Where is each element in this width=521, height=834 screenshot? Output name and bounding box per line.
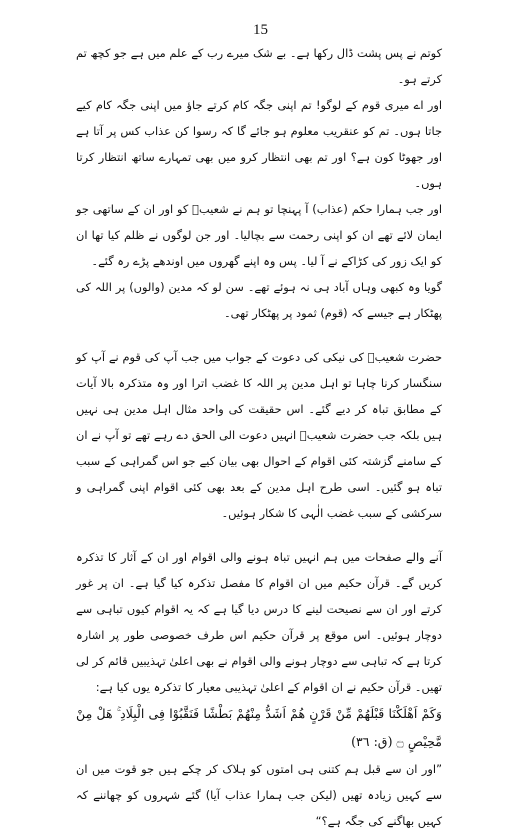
paragraph-4: گویا وہ کبھی وہاں آباد ہی نہ ہوئے تھے۔ سن لو کہ مدین (والوں) پر اللہ کی پھٹکار ہے جیسے کہ (قوم) ثمود پر پھٹکار تھی۔ [76, 280, 442, 320]
paragraph-2: اور اے میری قوم کے لوگو! تم اپنی جگہ کام کرتے جاؤ میں اپنی جگہ کام کیے جاتا ہوں۔ تم کو عنقریب معلوم ہو جائے گا کہ رسوا کن عذاب کس پر آتا ہے اور جھوٹا کون ہے؟ اور تم بھی انتظار کرو میں بھی تمہارے ساتھ انتظار کرتا ہوں۔ [76, 98, 442, 190]
paragraph-5: حضرت شعیبؑ کی نیکی کی دعوت کے جواب میں جب آپ کی قوم نے آپ کو سنگسار کرنا چاہا تو اہل مدین پر اللہ کا غضب اترا اور وہ متذکرہ بالا آیات کے مطابق تباہ کر دیے گئے۔ اس حقیقت کی واحد مثال اہل مدین ہی نہیں ہیں بلکہ جب حضرت شعیبؑ انہیں دعوت الی الحق دے رہے تھے تو آپ نے ان کے سامنے گزشتہ کئی اقوام کے احوال بھی بیان کیے جو اس گمراہی کے سبب تباہ ہو گئیں۔ اسی طرح اہل مدین کے بعد بھی کئی اقوام اپنی گمراہی و سرکشی کے سبب غضب الٰہی کا شکار ہوئیں۔ [76, 350, 442, 520]
verse-translation: ”اور ان سے قبل ہم کتنی ہی امتوں کو ہلاک کر چکے ہیں جو قوت میں ان سے کہیں زیادہ تھیں (لیکن جب ہمارا عذاب آیا) گئے شہروں کو چھاننے کہ کہیں بھاگنے کی جگہ ہے؟“ [76, 762, 442, 828]
paragraph-1: کوتم نے پس پشت ڈال رکھا ہے۔ بے شک میرے رب کے علم میں ہے جو کچھ تم کرتے ہو۔ [76, 46, 442, 86]
paragraph-6: آنے والے صفحات میں ہم انہیں تباہ ہونے والی اقوام اور ان کے آثار کا تذکرہ کریں گے۔ قرآن حکیم میں ان اقوام کا مفصل تذکرہ کیا گیا ہے۔ ان پر غور کرتے اور ان سے نصیحت لینے کا درس دیا گیا ہے کہ یہ اقوام کیوں تباہی سے دوچار ہوئیں۔ اس موقع پر قرآن حکیم اس طرف خصوصی طور پر اشارہ کرتا ہے کہ تباہی سے دوچار ہونے والی اقوام نے بھی اعلیٰ تہذیبیں قائم کر لی تھیں۔ قرآن حکیم نے ان اقوام کے اعلیٰ تہذیبی معیار کا تذکرہ یوں کیا ہے: [76, 550, 442, 694]
page-body [76, 40, 442, 834]
quran-verse: وَكَمْ اَهْلَكْنَا قَبْلَهُمْ مِّنْ قَرْنٍ هُمْ اَشَدُّ مِنْهُمْ بَطْشًا فَنَقَّبُوْا فِى الْبِلَادِ ۚ هَلْ مِنْ مَّحِيْصٍ ۝ (ق: ٣٦) [76, 706, 442, 749]
paragraph-3: اور جب ہمارا حکم (عذاب) آ پہنچا تو ہم نے شعیبؑ کو اور ان کے ساتھی جو ایمان لائے تھے ان کو اپنی رحمت سے بچالیا۔ اور جن لوگوں نے ظلم کیا تھا ان کو ایک زور کی کڑاکے نے آ لیا۔ پس وہ اپنے گھروں میں اوندھے پڑے رہ گئے۔ [76, 202, 442, 268]
page-number: 15 [253, 22, 268, 38]
